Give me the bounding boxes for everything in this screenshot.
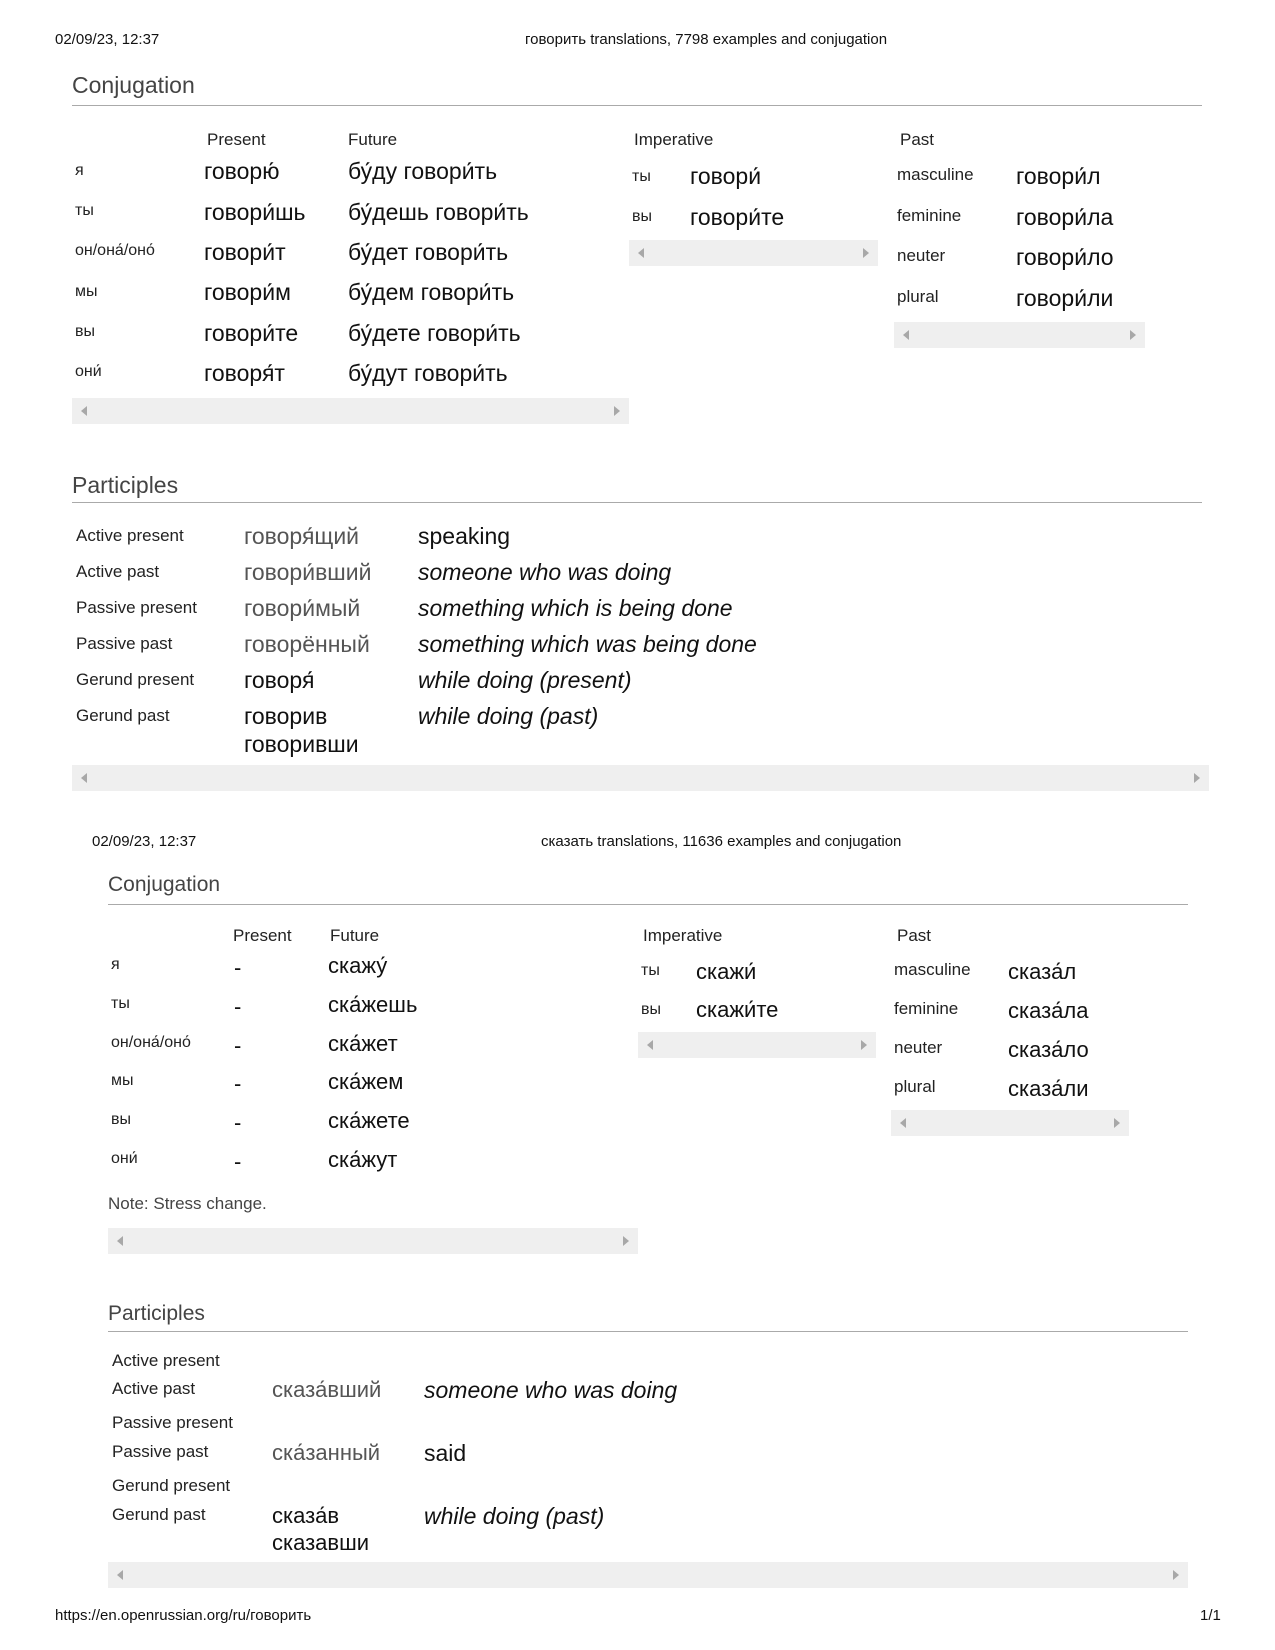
participle-label: Active present [76,526,184,545]
participle-label: Active past [112,1379,196,1398]
future-form: бу́дут говори́ть [348,360,508,386]
present-form: говори́м [204,279,291,305]
future-form: бу́дем говори́ть [348,279,515,305]
imperative-column-header: Imperative [643,926,723,945]
print-page-title: сказать translations, 11636 examples and conjugation [541,833,902,850]
imperative-pronoun: вы [641,1001,661,1018]
future-column-header: Future [348,130,398,149]
scroll-right-arrow-icon[interactable] [614,406,620,416]
past-form: говори́ли [1016,285,1114,311]
print-url: https://en.openrussian.org/ru/говорить [55,1607,312,1624]
conjugation-heading: Conjugation [72,72,195,98]
participle-label: Gerund present [76,670,195,689]
participle-translation: something which is being done [418,595,733,621]
participles-heading: Participles [108,1302,205,1325]
present-form: говори́т [204,239,286,265]
participle-form: ска́занный [272,1440,381,1465]
past-form: сказа́ли [1008,1076,1089,1101]
participle-translation: while doing (past) [418,703,599,729]
past-horizontal-scrollbar[interactable] [891,1110,1129,1136]
imperative-horizontal-scrollbar[interactable] [629,240,878,266]
participle-translation: something which was being done [418,631,757,657]
section-divider [108,904,1188,905]
imperative-pronoun: ты [641,962,660,979]
participle-label: Gerund present [112,1476,231,1495]
print-page-title: говорить translations, 7798 examples and conjugation [525,31,888,48]
present-column-header: Present [233,926,292,945]
participle-form: сказа́в [272,1503,340,1528]
pronoun-cell: они́ [111,1150,138,1167]
pronoun-cell: ты [111,995,130,1012]
pronoun-cell: мы [75,283,98,300]
future-form: ска́жем [328,1069,404,1094]
future-form: ска́жут [328,1147,398,1172]
scroll-left-arrow-icon[interactable] [903,330,909,340]
participle-form: говори́мый [244,595,361,621]
participle-translation: someone who was doing [418,559,672,585]
scroll-left-arrow-icon[interactable] [117,1236,123,1246]
participles-heading: Participles [72,472,179,498]
future-column-header: Future [330,926,380,945]
conjugation-heading: Conjugation [108,873,221,896]
participle-form: говорённый [244,631,370,657]
present-form: говорю́ [204,158,280,184]
participle-label: Gerund past [76,706,170,725]
imperative-horizontal-scrollbar[interactable] [638,1032,876,1058]
participle-form: говоря́ [244,667,315,693]
scroll-left-arrow-icon[interactable] [647,1040,653,1050]
past-gender-label: feminine [897,206,962,225]
future-form: скажу́ [328,953,388,978]
past-gender-label: neuter [894,1038,943,1057]
scroll-right-arrow-icon[interactable] [1194,773,1200,783]
present-form: говоря́т [204,360,285,386]
conjugation-horizontal-scrollbar[interactable] [72,398,629,424]
imperative-form: говори́ [690,163,762,189]
present-form: - [234,955,242,980]
scroll-left-arrow-icon[interactable] [81,773,87,783]
past-form: говори́ло [1016,244,1114,270]
future-form: ска́жет [328,1031,398,1056]
scroll-left-arrow-icon[interactable] [117,1570,123,1580]
past-gender-label: feminine [894,999,959,1018]
participle-form-alt: говоривши [244,731,359,757]
pronoun-cell: вы [75,323,95,340]
imperative-pronoun: вы [632,208,652,225]
present-form: - [234,1110,242,1135]
past-form: сказа́ло [1008,1037,1089,1062]
participle-form: говори́вший [244,559,372,585]
print-timestamp: 02/09/23, 12:37 [55,31,160,48]
participle-label: Active present [112,1351,220,1370]
past-form: говори́ла [1016,204,1114,230]
scroll-right-arrow-icon[interactable] [861,1040,867,1050]
participle-form: говоря́щий [244,523,360,549]
past-gender-label: plural [894,1077,936,1096]
imperative-form: говори́те [690,204,785,230]
participle-translation: someone who was doing [424,1377,678,1403]
future-form: бу́дет говори́ть [348,239,509,265]
present-form: - [234,1149,242,1174]
future-form: ска́жешь [328,992,418,1017]
participle-form-alt: сказавши [272,1530,370,1555]
scroll-left-arrow-icon[interactable] [900,1118,906,1128]
past-gender-label: neuter [897,246,946,265]
past-column-header: Past [900,130,935,149]
participle-translation: said [424,1440,467,1466]
present-column-header: Present [207,130,266,149]
past-column-header: Past [897,926,932,945]
participle-form: сказа́вший [272,1377,382,1402]
scroll-right-arrow-icon[interactable] [1114,1118,1120,1128]
scroll-right-arrow-icon[interactable] [863,248,869,258]
past-gender-label: plural [897,287,939,306]
present-form: - [234,994,242,1019]
participles-horizontal-scrollbar[interactable] [72,765,1209,791]
scroll-right-arrow-icon[interactable] [1130,330,1136,340]
future-form: ска́жете [328,1108,410,1133]
imperative-form: скажи́те [696,997,779,1022]
participles-horizontal-scrollbar[interactable] [108,1562,1188,1588]
section-divider [72,502,1202,503]
past-gender-label: masculine [894,960,971,979]
imperative-form: скажи́ [696,959,757,984]
participle-translation: while doing (past) [424,1503,605,1529]
future-form: бу́ду говори́ть [348,158,498,184]
pronoun-cell: они́ [75,363,102,380]
past-form: говори́л [1016,163,1101,189]
pronoun-cell: я [111,956,120,973]
participle-label: Gerund past [112,1505,206,1524]
conjugation-horizontal-scrollbar[interactable] [108,1228,638,1254]
present-form: - [234,1033,242,1058]
pronoun-cell: вы [111,1111,131,1128]
participle-translation: speaking [418,523,511,549]
present-form: - [234,1071,242,1096]
pronoun-cell: мы [111,1072,134,1089]
participle-label: Passive past [112,1442,209,1461]
future-form: бу́дете говори́ть [348,320,521,346]
participle-label: Passive present [76,598,197,617]
pronoun-cell: ты [75,202,94,219]
scroll-left-arrow-icon[interactable] [638,248,644,258]
participle-translation: while doing (present) [418,667,632,693]
participle-label: Passive past [76,634,173,653]
participle-label: Passive present [112,1413,233,1432]
present-form: говори́шь [204,199,306,225]
present-form: говори́те [204,320,299,346]
future-form: бу́дешь говори́ть [348,199,529,225]
pronoun-cell: я [75,162,84,179]
scroll-right-arrow-icon[interactable] [623,1236,629,1246]
print-page-number: 1/1 [1200,1607,1221,1624]
scroll-left-arrow-icon[interactable] [81,406,87,416]
scroll-right-arrow-icon[interactable] [1173,1570,1179,1580]
past-gender-label: masculine [897,165,974,184]
section-divider [72,105,1202,106]
past-horizontal-scrollbar[interactable] [894,322,1145,348]
past-form: сказа́л [1008,959,1077,984]
pronoun-cell: он/она́/оно́ [111,1034,191,1051]
stress-note: Note: Stress change. [108,1194,267,1213]
section-divider [108,1331,1188,1332]
imperative-column-header: Imperative [634,130,714,149]
imperative-pronoun: ты [632,168,651,185]
past-form: сказа́ла [1008,998,1089,1023]
participle-form: говорив [244,703,328,729]
participle-label: Active past [76,562,160,581]
pronoun-cell: он/она́/оно́ [75,242,155,259]
print-timestamp: 02/09/23, 12:37 [92,833,197,850]
